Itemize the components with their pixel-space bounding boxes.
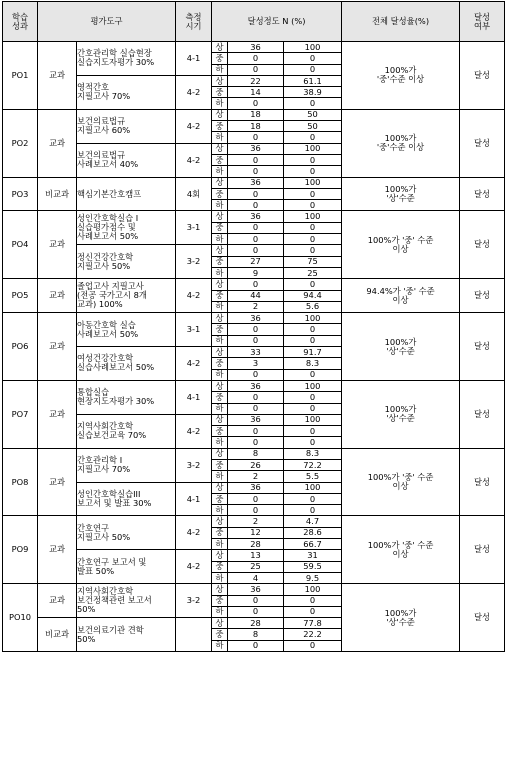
assessment-tool: 간호관리학 실습현장 실습지도자평가 30% xyxy=(77,42,176,76)
level-label: 중 xyxy=(212,290,228,301)
level-percent: 0 xyxy=(284,245,342,256)
level-label: 중 xyxy=(212,256,228,267)
level-count: 0 xyxy=(228,595,284,606)
level-label: 중 xyxy=(212,188,228,199)
measure-time: 3-2 xyxy=(176,245,212,279)
table-body xyxy=(3,42,505,652)
level-percent: 0 xyxy=(284,53,342,64)
level-count: 0 xyxy=(228,64,284,75)
assessment-tool: 보건의료법규 사례보고서 40% xyxy=(77,143,176,177)
assessment-tool: 보건의료법규 지필고사 60% xyxy=(77,109,176,143)
level-label: 중 xyxy=(212,87,228,98)
level-label: 상 xyxy=(212,482,228,493)
level-label: 하 xyxy=(212,572,228,583)
outcome-id: PO8 xyxy=(3,448,38,516)
level-percent: 25 xyxy=(284,267,342,278)
level-count: 14 xyxy=(228,87,284,98)
level-count: 2 xyxy=(228,301,284,312)
level-label: 상 xyxy=(212,42,228,53)
achievement-status: 달성 xyxy=(460,380,505,448)
level-count: 0 xyxy=(228,245,284,256)
level-count: 0 xyxy=(228,606,284,617)
level-count: 22 xyxy=(228,75,284,86)
level-count: 36 xyxy=(228,414,284,425)
achievement-status: 달성 xyxy=(460,42,505,110)
level-percent: 91.7 xyxy=(284,347,342,358)
level-label: 상 xyxy=(212,347,228,358)
level-label: 상 xyxy=(212,75,228,86)
level-count: 0 xyxy=(228,640,284,651)
level-percent: 59.5 xyxy=(284,561,342,572)
overall-rate: 100%가 '중'수준 이상 xyxy=(342,109,460,177)
assessment-tool: 통합실습 현장지도자평가 30% xyxy=(77,380,176,414)
achievement-status: 달성 xyxy=(460,313,505,381)
curriculum-type: 교과 xyxy=(38,380,77,448)
level-label: 상 xyxy=(212,211,228,222)
level-label: 하 xyxy=(212,132,228,143)
level-count: 9 xyxy=(228,267,284,278)
level-count: 26 xyxy=(228,459,284,470)
measure-time: 3-1 xyxy=(176,211,212,245)
measure-time: 4-2 xyxy=(176,550,212,584)
level-label: 중 xyxy=(212,358,228,369)
achievement-status: 달성 xyxy=(460,211,505,279)
level-percent: 0 xyxy=(284,392,342,403)
level-count: 36 xyxy=(228,482,284,493)
level-percent: 66.7 xyxy=(284,539,342,550)
level-count: 12 xyxy=(228,527,284,538)
level-count: 0 xyxy=(228,132,284,143)
measure-time xyxy=(176,618,212,652)
level-count: 0 xyxy=(228,188,284,199)
level-label: 상 xyxy=(212,279,228,290)
level-percent: 28.6 xyxy=(284,527,342,538)
level-label: 하 xyxy=(212,98,228,109)
table-row xyxy=(3,211,505,222)
measure-time: 4-2 xyxy=(176,516,212,550)
overall-rate: 100%가 '중'수준 이상 xyxy=(342,42,460,110)
assessment-tool: 여성건강간호학 실습사례보고서 50% xyxy=(77,347,176,381)
measure-time: 3-2 xyxy=(176,448,212,482)
level-percent: 61.1 xyxy=(284,75,342,86)
measure-time: 4-1 xyxy=(176,42,212,76)
level-label: 하 xyxy=(212,606,228,617)
level-count: 4 xyxy=(228,572,284,583)
overall-rate: 100%가 '상'수준 xyxy=(342,177,460,211)
level-percent: 4.7 xyxy=(284,516,342,527)
level-label: 중 xyxy=(212,629,228,640)
table-row xyxy=(3,516,505,527)
level-label: 하 xyxy=(212,267,228,278)
level-label: 하 xyxy=(212,369,228,380)
level-label: 중 xyxy=(212,324,228,335)
level-percent: 0 xyxy=(284,64,342,75)
level-percent: 0 xyxy=(284,234,342,245)
level-count: 3 xyxy=(228,358,284,369)
assessment-tool: 지역사회간호학 보건정책관련 보고서 50% xyxy=(77,584,176,618)
level-percent: 100 xyxy=(284,414,342,425)
assessment-tool: 보건의료기관 견학 50% xyxy=(77,618,176,652)
level-label: 중 xyxy=(212,561,228,572)
level-label: 상 xyxy=(212,550,228,561)
level-percent: 0 xyxy=(284,606,342,617)
level-count: 8 xyxy=(228,448,284,459)
level-percent: 0 xyxy=(284,369,342,380)
assessment-tool: 간호연구 지필고사 50% xyxy=(77,516,176,550)
level-label: 중 xyxy=(212,154,228,165)
level-label: 상 xyxy=(212,516,228,527)
level-percent: 72.2 xyxy=(284,459,342,470)
assessment-tool: 간호관리학 I 지필고사 70% xyxy=(77,448,176,482)
assessment-tool: 지역사회간호학 실습보건교육 70% xyxy=(77,414,176,448)
level-label: 중 xyxy=(212,121,228,132)
level-label: 하 xyxy=(212,301,228,312)
level-label: 중 xyxy=(212,595,228,606)
level-percent: 0 xyxy=(284,335,342,346)
level-count: 13 xyxy=(228,550,284,561)
level-percent: 0 xyxy=(284,188,342,199)
level-count: 0 xyxy=(228,200,284,211)
outcome-id: PO10 xyxy=(3,584,38,652)
curriculum-type: 교과 xyxy=(38,42,77,110)
level-percent: 77.8 xyxy=(284,618,342,629)
level-count: 0 xyxy=(228,222,284,233)
level-count: 36 xyxy=(228,211,284,222)
level-label: 상 xyxy=(212,618,228,629)
level-label: 중 xyxy=(212,426,228,437)
assessment-tool: 아동간호학 실습 사례보고서 50% xyxy=(77,313,176,347)
level-label: 상 xyxy=(212,143,228,154)
level-count: 18 xyxy=(228,109,284,120)
level-label: 하 xyxy=(212,403,228,414)
level-count: 8 xyxy=(228,629,284,640)
curriculum-type: 비교과 xyxy=(38,618,77,652)
measure-time: 4-2 xyxy=(176,109,212,143)
achievement-status: 달성 xyxy=(460,516,505,584)
curriculum-type: 교과 xyxy=(38,279,77,313)
level-count: 0 xyxy=(228,505,284,516)
outcome-id: PO6 xyxy=(3,313,38,381)
level-label: 상 xyxy=(212,414,228,425)
level-count: 0 xyxy=(228,53,284,64)
table-row xyxy=(3,279,505,290)
table-row xyxy=(3,313,505,324)
outcome-id: PO5 xyxy=(3,279,38,313)
overall-rate: 100%가 '상'수준 xyxy=(342,313,460,381)
level-label: 하 xyxy=(212,166,228,177)
level-count: 36 xyxy=(228,42,284,53)
level-percent: 100 xyxy=(284,584,342,595)
level-percent: 100 xyxy=(284,42,342,53)
level-count: 0 xyxy=(228,324,284,335)
level-count: 36 xyxy=(228,177,284,188)
level-percent: 0 xyxy=(284,279,342,290)
header-row xyxy=(3,2,505,42)
level-label: 하 xyxy=(212,505,228,516)
header-tool: 평가도구 xyxy=(38,2,176,42)
level-percent: 0 xyxy=(284,426,342,437)
level-percent: 0 xyxy=(284,403,342,414)
curriculum-type: 교과 xyxy=(38,109,77,177)
level-count: 27 xyxy=(228,256,284,267)
measure-time: 4-1 xyxy=(176,380,212,414)
curriculum-type: 교과 xyxy=(38,448,77,516)
curriculum-type: 교과 xyxy=(38,211,77,279)
overall-rate: 94.4%가 '중' 수준 이상 xyxy=(342,279,460,313)
header-time: 측정 시기 xyxy=(176,2,212,42)
level-percent: 100 xyxy=(284,177,342,188)
header-level: 달성정도 N (%) xyxy=(212,2,342,42)
level-count: 0 xyxy=(228,154,284,165)
level-count: 44 xyxy=(228,290,284,301)
measure-time: 4-2 xyxy=(176,75,212,109)
level-count: 0 xyxy=(228,426,284,437)
level-percent: 0 xyxy=(284,437,342,448)
curriculum-type: 교과 xyxy=(38,516,77,584)
level-percent: 22.2 xyxy=(284,629,342,640)
level-count: 2 xyxy=(228,471,284,482)
level-label: 상 xyxy=(212,380,228,391)
level-label: 상 xyxy=(212,584,228,595)
level-label: 하 xyxy=(212,437,228,448)
level-percent: 8.3 xyxy=(284,358,342,369)
table-row xyxy=(3,380,505,391)
achievement-status: 달성 xyxy=(460,279,505,313)
level-count: 25 xyxy=(228,561,284,572)
level-label: 하 xyxy=(212,471,228,482)
level-label: 하 xyxy=(212,200,228,211)
level-percent: 5.6 xyxy=(284,301,342,312)
assessment-tool: 성인간호학실습 I 실습평가점수 및 사례보고서 50% xyxy=(77,211,176,245)
measure-time: 4-2 xyxy=(176,347,212,381)
level-percent: 0 xyxy=(284,98,342,109)
level-label: 중 xyxy=(212,459,228,470)
level-label: 하 xyxy=(212,539,228,550)
level-count: 36 xyxy=(228,380,284,391)
level-percent: 9.5 xyxy=(284,572,342,583)
measure-time: 4-2 xyxy=(176,414,212,448)
overall-rate: 100%가 '중' 수준 이상 xyxy=(342,211,460,279)
measure-time: 4회 xyxy=(176,177,212,211)
level-count: 0 xyxy=(228,279,284,290)
overall-rate: 100%가 '상'수준 xyxy=(342,380,460,448)
level-label: 상 xyxy=(212,177,228,188)
level-count: 18 xyxy=(228,121,284,132)
measure-time: 3-1 xyxy=(176,313,212,347)
level-label: 중 xyxy=(212,493,228,504)
table-row xyxy=(3,584,505,595)
level-percent: 75 xyxy=(284,256,342,267)
outcome-id: PO2 xyxy=(3,109,38,177)
table-row xyxy=(3,177,505,188)
assessment-tool: 성인간호학실습III 보고서 및 발표 30% xyxy=(77,482,176,516)
level-label: 상 xyxy=(212,448,228,459)
level-label: 하 xyxy=(212,335,228,346)
achievement-status: 달성 xyxy=(460,177,505,211)
outcome-id: PO9 xyxy=(3,516,38,584)
curriculum-type: 비교과 xyxy=(38,177,77,211)
level-label: 중 xyxy=(212,392,228,403)
level-percent: 0 xyxy=(284,640,342,651)
level-percent: 0 xyxy=(284,324,342,335)
level-percent: 0 xyxy=(284,200,342,211)
table-row xyxy=(3,448,505,459)
assessment-tool: 핵심기본간호캠프 xyxy=(77,177,176,211)
level-label: 상 xyxy=(212,245,228,256)
level-percent: 100 xyxy=(284,143,342,154)
outcome-id: PO7 xyxy=(3,380,38,448)
level-count: 0 xyxy=(228,437,284,448)
level-label: 상 xyxy=(212,109,228,120)
outcome-assessment-table xyxy=(2,1,505,652)
level-percent: 0 xyxy=(284,493,342,504)
level-count: 2 xyxy=(228,516,284,527)
level-count: 36 xyxy=(228,143,284,154)
level-label: 중 xyxy=(212,222,228,233)
assessment-tool: 졸업고사 지필고사 (전공 국가고시 8개 교과) 100% xyxy=(77,279,176,313)
level-percent: 100 xyxy=(284,482,342,493)
level-label: 상 xyxy=(212,313,228,324)
assessment-tool: 영적간호 지필고사 70% xyxy=(77,75,176,109)
outcome-id: PO1 xyxy=(3,42,38,110)
achievement-status: 달성 xyxy=(460,109,505,177)
level-count: 0 xyxy=(228,369,284,380)
level-label: 하 xyxy=(212,64,228,75)
table-row xyxy=(3,109,505,120)
level-percent: 0 xyxy=(284,154,342,165)
level-count: 0 xyxy=(228,166,284,177)
header-outcome: 학습 성과 xyxy=(3,2,38,42)
level-count: 0 xyxy=(228,335,284,346)
level-percent: 100 xyxy=(284,211,342,222)
level-count: 28 xyxy=(228,539,284,550)
level-percent: 0 xyxy=(284,505,342,516)
level-label: 하 xyxy=(212,640,228,651)
level-percent: 0 xyxy=(284,132,342,143)
level-count: 0 xyxy=(228,392,284,403)
level-count: 33 xyxy=(228,347,284,358)
achievement-status: 달성 xyxy=(460,584,505,652)
level-percent: 100 xyxy=(284,380,342,391)
assessment-tool: 정신건강간호학 지필고사 50% xyxy=(77,245,176,279)
curriculum-type: 교과 xyxy=(38,584,77,618)
overall-rate: 100%가 '상'수준 xyxy=(342,584,460,652)
level-count: 36 xyxy=(228,584,284,595)
level-percent: 38.9 xyxy=(284,87,342,98)
level-count: 36 xyxy=(228,313,284,324)
level-count: 0 xyxy=(228,493,284,504)
level-percent: 50 xyxy=(284,121,342,132)
level-percent: 0 xyxy=(284,595,342,606)
level-label: 중 xyxy=(212,53,228,64)
level-count: 0 xyxy=(228,98,284,109)
level-label: 하 xyxy=(212,234,228,245)
curriculum-type: 교과 xyxy=(38,313,77,381)
level-label: 중 xyxy=(212,527,228,538)
measure-time: 4-2 xyxy=(176,279,212,313)
measure-time: 3-2 xyxy=(176,584,212,618)
level-count: 28 xyxy=(228,618,284,629)
level-percent: 8.3 xyxy=(284,448,342,459)
level-count: 0 xyxy=(228,403,284,414)
assessment-tool: 간호연구 보고서 및 발표 50% xyxy=(77,550,176,584)
overall-rate: 100%가 '중' 수준 이상 xyxy=(342,516,460,584)
measure-time: 4-2 xyxy=(176,143,212,177)
level-percent: 100 xyxy=(284,313,342,324)
header-result: 달성 여부 xyxy=(460,2,505,42)
measure-time: 4-1 xyxy=(176,482,212,516)
level-percent: 0 xyxy=(284,222,342,233)
outcome-id: PO3 xyxy=(3,177,38,211)
achievement-status: 달성 xyxy=(460,448,505,516)
level-percent: 50 xyxy=(284,109,342,120)
outcome-id: PO4 xyxy=(3,211,38,279)
level-percent: 94.4 xyxy=(284,290,342,301)
header-overall: 전체 달성율(%) xyxy=(342,2,460,42)
level-percent: 5.5 xyxy=(284,471,342,482)
level-percent: 31 xyxy=(284,550,342,561)
level-count: 0 xyxy=(228,234,284,245)
level-percent: 0 xyxy=(284,166,342,177)
table-row xyxy=(3,42,505,53)
overall-rate: 100%가 '중' 수준 이상 xyxy=(342,448,460,516)
